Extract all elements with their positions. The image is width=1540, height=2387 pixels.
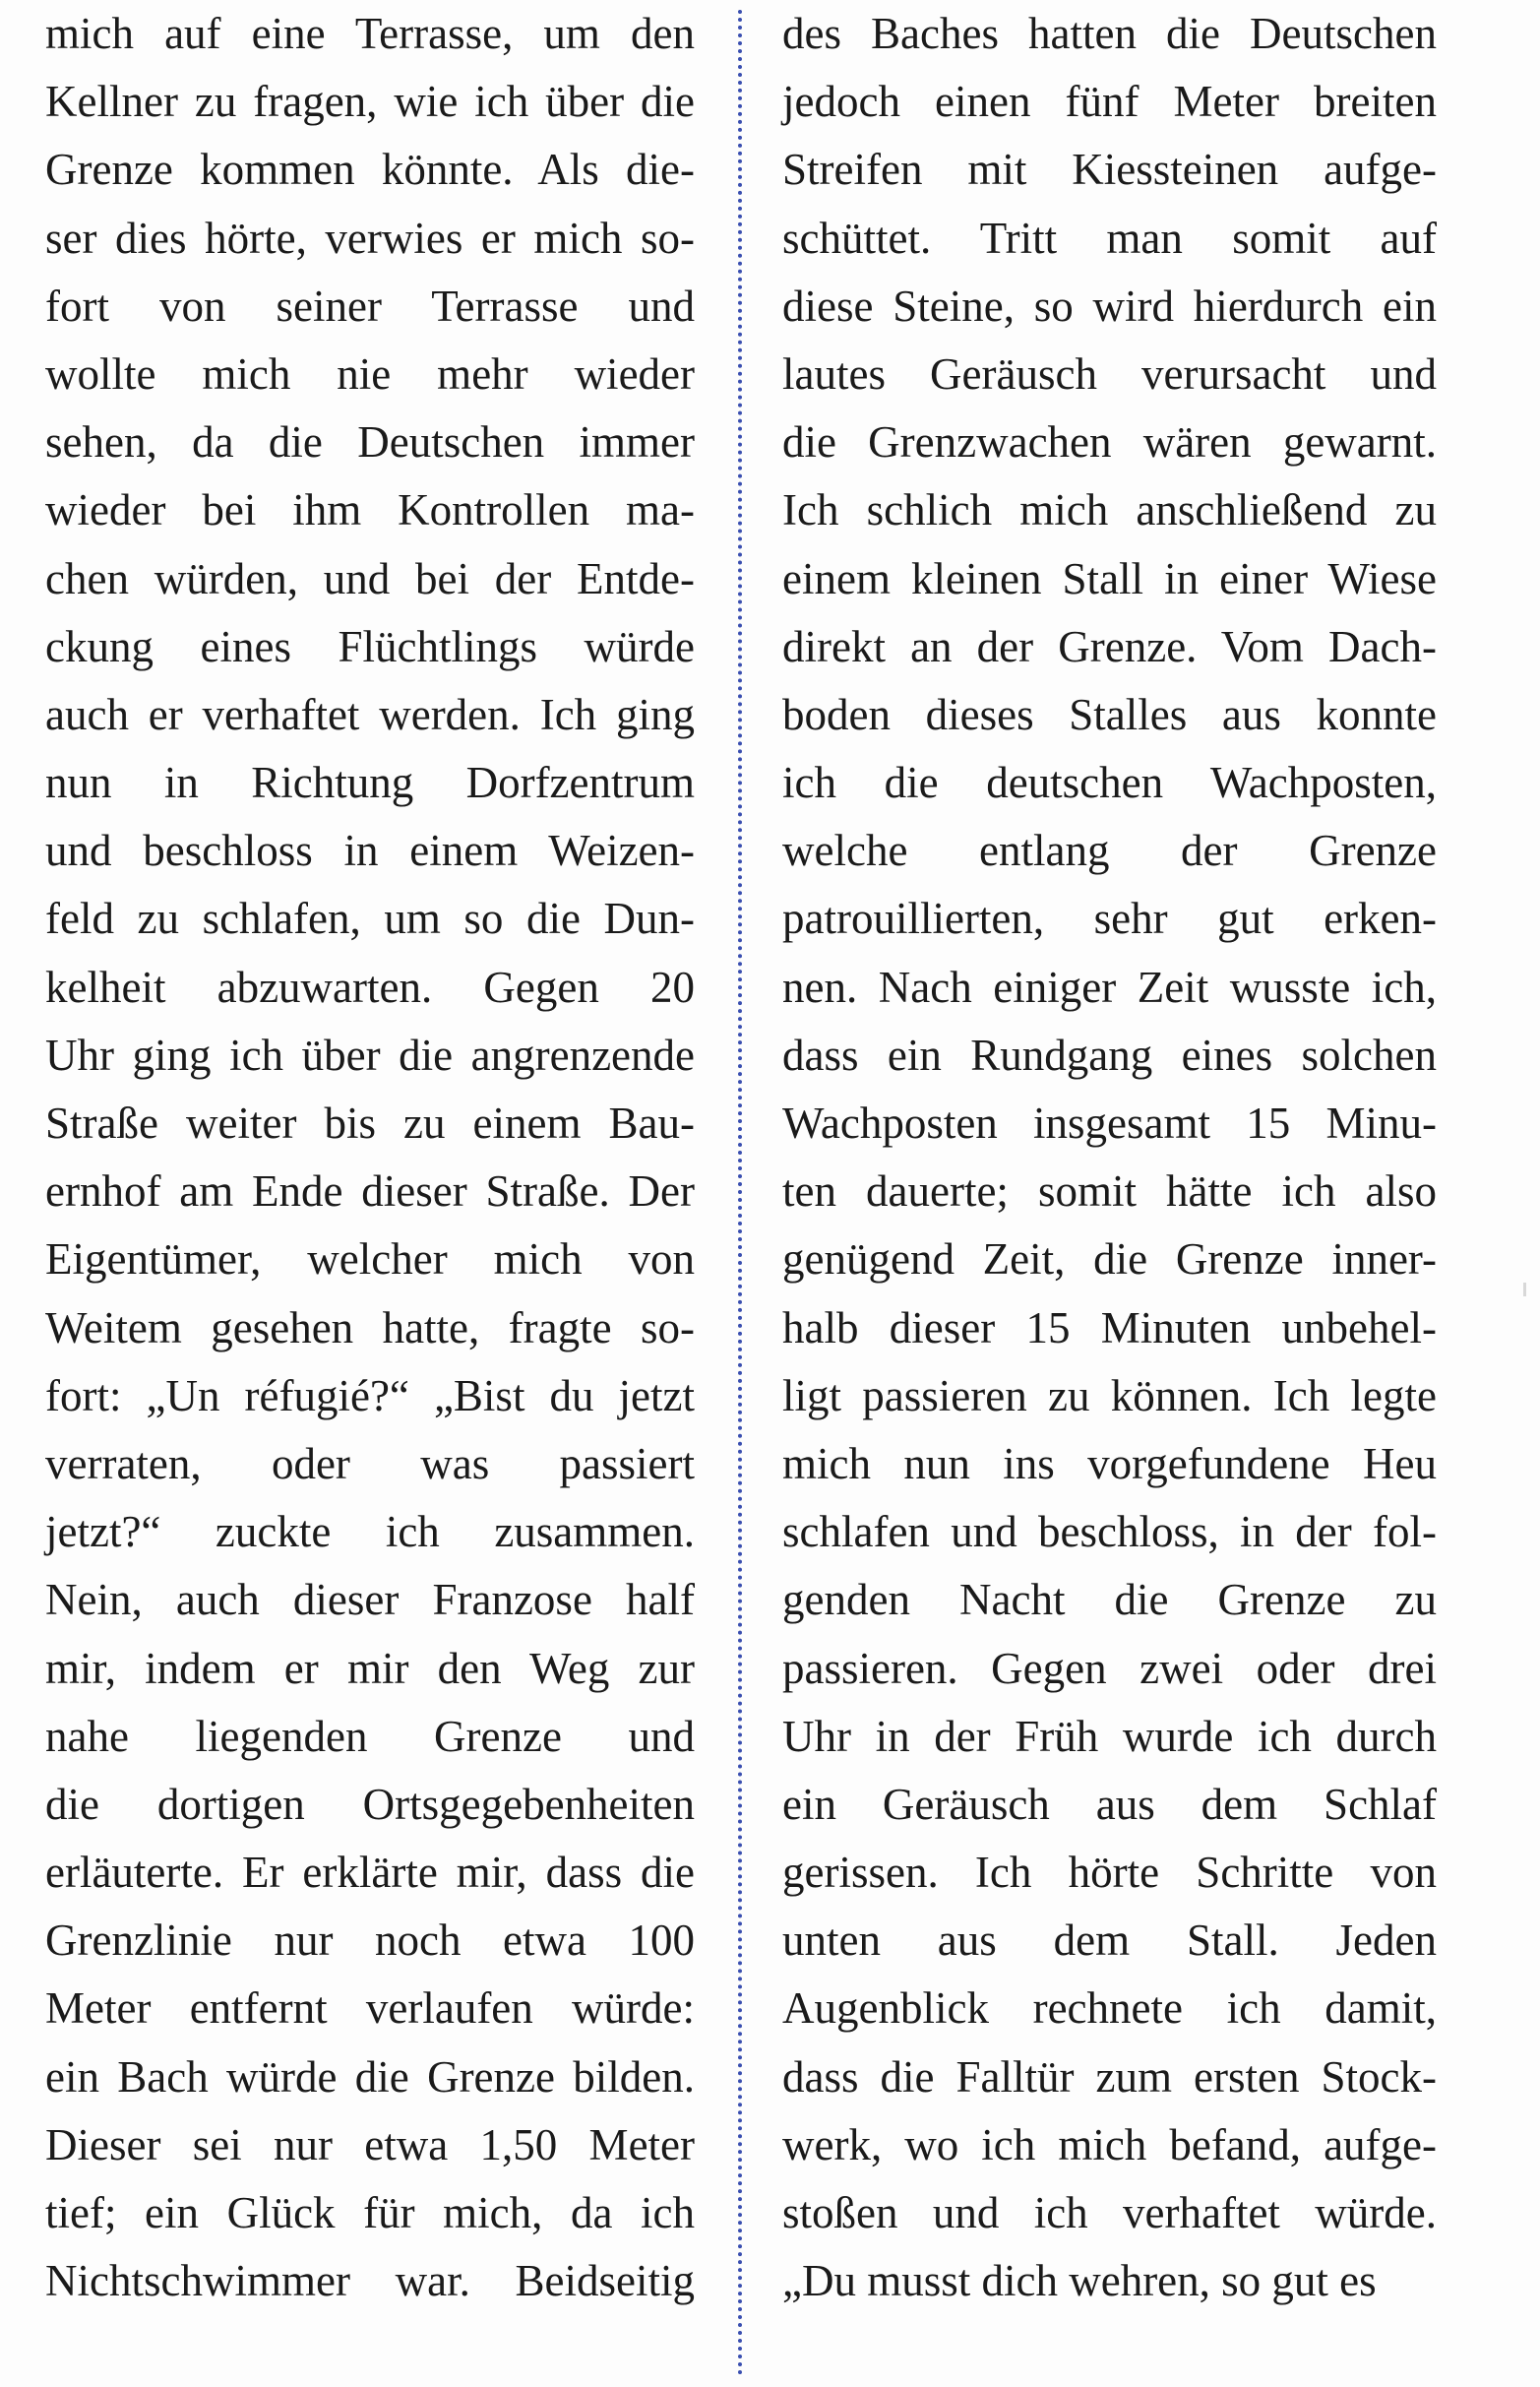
text-line: schüttet. Tritt man somit auf — [782, 213, 1437, 263]
text-line: die Grenzwachen wären gewarnt. — [782, 417, 1437, 468]
text-line: fort von seiner Terrasse und — [45, 281, 695, 331]
text-line: Eigentümer, welcher mich von — [45, 1234, 695, 1285]
text-line: jetzt?“ zuckte ich zusammen. — [45, 1507, 695, 1557]
text-line: gerissen. Ich hörte Schritte von — [782, 1848, 1437, 1898]
text-line: genügend Zeit, die Grenze inner- — [782, 1234, 1437, 1285]
text-line: boden dieses Stalles aus konnte — [782, 689, 1437, 739]
right-text-column — [782, 0, 1437, 2315]
text-line: ten dauerte; somit hätte ich also — [782, 1166, 1437, 1217]
text-line: tief; ein Glück für mich, da ich — [45, 2188, 695, 2237]
text-line: passieren. Gegen zwei oder drei — [782, 1643, 1437, 1693]
text-line: und beschloss in einem Weizen- — [45, 826, 695, 876]
text-line: Augenblick rechnete ich damit, — [782, 1983, 1437, 2034]
text-line: sehen, da die Deutschen immer — [45, 417, 695, 468]
text-line: Grenze kommen könnte. Als die- — [45, 145, 695, 195]
text-line: nen. Nach einiger Zeit wusste ich, — [782, 962, 1437, 1012]
text-line: die dortigen Ortsgegebenheiten — [45, 1779, 695, 1829]
text-line: ckung eines Flüchtlings würde — [45, 621, 695, 671]
column-divider — [738, 10, 742, 2377]
text-line: lautes Geräusch verursacht und — [782, 348, 1437, 399]
text-line: schlafen und beschloss, in der fol- — [782, 1507, 1437, 1557]
text-line: jedoch einen fünf Meter breiten — [782, 77, 1437, 127]
text-line: welche entlang der Grenze — [782, 826, 1437, 876]
text-line: Ich schlich mich anschließend zu — [782, 485, 1437, 535]
text-line: Nein, auch dieser Franzose half — [45, 1575, 695, 1625]
text-line: Grenzlinie nur noch etwa 100 — [45, 1916, 695, 1966]
text-line: verraten, oder was passiert — [45, 1438, 695, 1488]
text-line: dass ein Rundgang eines solchen — [782, 1030, 1437, 1080]
text-line: Kellner zu fragen, wie ich über die — [45, 77, 695, 127]
text-line: mir, indem er mir den Weg zur — [45, 1643, 695, 1693]
text-line: fort: „Un réfugié?“ „Bist du jetzt — [45, 1370, 695, 1420]
text-line: ein Bach würde die Grenze bilden. — [45, 2051, 695, 2102]
scan-speck — [1523, 1283, 1526, 1296]
text-line: Uhr ging ich über die angrenzende — [45, 1030, 695, 1080]
text-line: unten aus dem Stall. Jeden — [782, 1916, 1437, 1966]
text-line: erläuterte. Er erklärte mir, dass die — [45, 1848, 695, 1898]
text-line: ernhof am Ende dieser Straße. Der — [45, 1166, 695, 1217]
text-line: stoßen und ich verhaftet würde. — [782, 2188, 1437, 2237]
text-line: auch er verhaftet werden. Ich ging — [45, 689, 695, 739]
text-line: halb dieser 15 Minuten unbehel- — [782, 1302, 1437, 1352]
text-line: werk, wo ich mich befand, aufge- — [782, 2119, 1437, 2169]
text-line: Dieser sei nur etwa 1,50 Meter — [45, 2119, 695, 2169]
text-line: genden Nacht die Grenze zu — [782, 1575, 1437, 1625]
text-line: chen würden, und bei der Entde- — [45, 553, 695, 603]
text-line: dass die Falltür zum ersten Stock- — [782, 2051, 1437, 2102]
text-line: ich die deutschen Wachposten, — [782, 758, 1437, 808]
text-line: einem kleinen Stall in einer Wiese — [782, 553, 1437, 603]
text-line: nun in Richtung Dorfzentrum — [45, 758, 695, 808]
text-line: wollte mich nie mehr wieder — [45, 348, 695, 399]
text-line: Meter entfernt verlaufen würde: — [45, 1983, 695, 2034]
text-line: kelheit abzuwarten. Gegen 20 — [45, 962, 695, 1012]
text-line: Straße weiter bis zu einem Bau- — [45, 1099, 695, 1148]
text-line: ser dies hörte, verwies er mich so- — [45, 213, 695, 263]
text-line: „Du musst dich wehren, so gut es — [782, 2256, 1377, 2306]
text-line: wieder bei ihm Kontrollen ma- — [45, 485, 695, 535]
text-line: Uhr in der Früh wurde ich durch — [782, 1711, 1437, 1761]
text-line: diese Steine, so wird hierdurch ein — [782, 281, 1437, 331]
text-line: Streifen mit Kiessteinen aufge- — [782, 145, 1437, 195]
text-line: nahe liegenden Grenze und — [45, 1711, 695, 1761]
text-line: mich auf eine Terrasse, um den — [45, 9, 695, 58]
text-line: Weitem gesehen hatte, fragte so- — [45, 1302, 695, 1352]
left-text-column — [45, 0, 695, 2315]
text-line: des Baches hatten die Deutschen — [782, 9, 1437, 58]
text-line: mich nun ins vorgefundene Heu — [782, 1438, 1437, 1488]
text-line: ligt passieren zu können. Ich legte — [782, 1370, 1437, 1420]
text-line: direkt an der Grenze. Vom Dach- — [782, 621, 1437, 671]
text-line: Wachposten insgesamt 15 Minu- — [782, 1099, 1437, 1148]
text-line: feld zu schlafen, um so die Dun- — [45, 894, 695, 944]
text-line: ein Geräusch aus dem Schlaf — [782, 1779, 1437, 1829]
text-line: Nichtschwimmer war. Beidseitig — [45, 2256, 695, 2306]
text-line: patrouillierten, sehr gut erken- — [782, 894, 1437, 944]
